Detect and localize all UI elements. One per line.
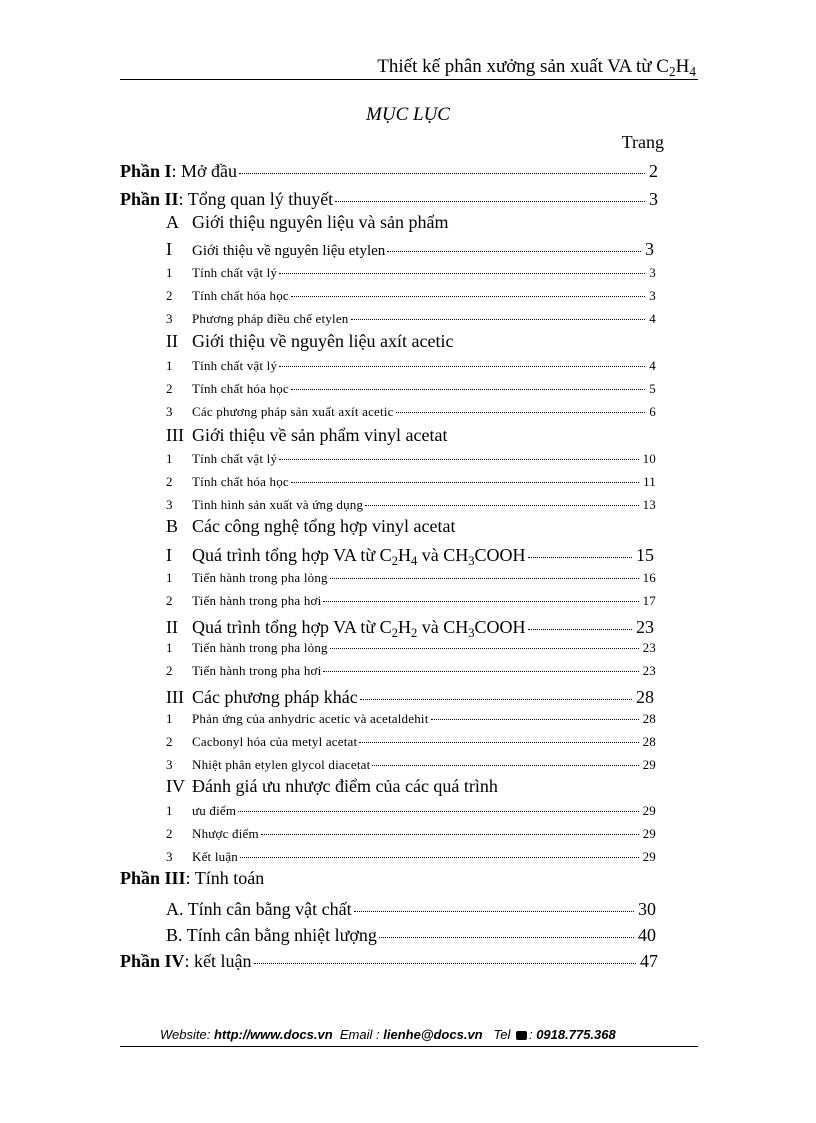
dot-leader [359, 729, 638, 743]
dot-leader [354, 893, 634, 912]
header-title: Thiết kế phân xưởng sản xuất VA từ $C_2H_4$ [377, 56, 696, 79]
dot-leader [379, 919, 634, 938]
toc-entry: 1 Tiến hành trong pha lỏng 23 [166, 638, 656, 656]
dot-leader [279, 353, 645, 367]
dot-leader [528, 539, 632, 558]
toc-entry: 3 Phương pháp điều chế etylen 4 [166, 309, 656, 327]
dot-leader [239, 155, 645, 174]
dot-leader [330, 565, 639, 579]
footer-contact: Website: http://www.docs.vn Email : lienhe@docs.vn Tel : 0918.775.368 [160, 1027, 616, 1042]
dot-leader [291, 469, 639, 483]
toc-entry: 2 Tính chất hóa học 11 [166, 472, 656, 490]
toc-entry: Phần I : Mở đầu 2 [120, 158, 658, 182]
dot-leader [365, 492, 638, 506]
toc-entry: 2 Tiến hành trong pha hơi 17 [166, 591, 656, 609]
dot-leader [279, 446, 638, 460]
dot-leader [330, 635, 639, 649]
toc-section-heading: II Giới thiệu về nguyên liệu axít acetic [166, 331, 454, 351]
toc-entry: 3 Tình hình sản xuất và ứng dụng 13 [166, 495, 656, 513]
toc-entry: 3 Kết luận 29 [166, 847, 656, 865]
page-column-label: Trang [621, 132, 664, 152]
toc-entry: Phần II : Tổng quan lý thuyết 3 [120, 186, 658, 210]
dot-leader [254, 945, 636, 964]
phone-icon [516, 1031, 527, 1040]
toc-entry: 2 Nhược điểm 29 [166, 824, 656, 842]
toc-entry: 2 Tính chất hóa học 3 [166, 286, 656, 304]
dot-leader [291, 376, 645, 390]
toc-section-heading: A Giới thiệu nguyên liệu và sản phẩm [166, 212, 449, 232]
dot-leader [323, 588, 638, 602]
dot-leader [279, 260, 645, 274]
toc-entry: I Quá trình tổng hợp VA từ $C_2H_4$ và $CH_3COOH$ 15 [166, 542, 654, 566]
toc-heading: MỤC LỤC [366, 104, 450, 125]
phone-number: 0918.775.368 [536, 1027, 616, 1042]
toc-entry: II Quá trình tổng hợp VA từ $C_2H_2$ và $CH_3COOH$ 23 [166, 614, 654, 638]
toc-entry: 1 Tính chất vật lý 4 [166, 356, 656, 374]
toc-entry: 1 Phản ứng của anhydric acetic và acetaldehit 28 [166, 709, 656, 727]
toc-entry: 3 Nhiệt phân etylen glycol diacetat 29 [166, 755, 656, 773]
dot-leader [351, 306, 646, 320]
email-link[interactable]: lienhe@docs.vn [383, 1027, 483, 1042]
dot-leader [323, 658, 638, 672]
toc-entry: Phần IV : kết luận 47 [120, 948, 658, 972]
dot-leader [291, 283, 645, 297]
toc-entry: 2 Tính chất hóa học 5 [166, 379, 656, 397]
toc-entry: 1 ưu điểm 29 [166, 801, 656, 819]
dot-leader [387, 236, 641, 252]
toc-section-heading: IV Đánh giá ưu nhược điểm của các quá trình [166, 776, 498, 796]
toc-entry: III Các phương pháp khác 28 [166, 684, 654, 708]
dot-leader [372, 752, 638, 766]
dot-leader [240, 844, 639, 858]
toc-entry: B. Tính cân bằng nhiệt lượng 40 [166, 922, 656, 946]
dot-leader [431, 706, 639, 720]
toc-entry: 2 Tiến hành trong pha hơi 23 [166, 661, 656, 679]
toc-section-heading: B Các công nghệ tổng hợp vinyl acetat [166, 516, 456, 536]
toc-entry: 2 Cacbonyl hóa của metyl acetat 28 [166, 732, 656, 750]
dot-leader [238, 798, 638, 812]
header-rule [120, 79, 698, 80]
toc-section-heading: III Giới thiệu về sản phẩm vinyl acetat [166, 425, 448, 445]
toc-part-heading: Phần III : Tính toán [120, 868, 265, 888]
website-link[interactable]: http://www.docs.vn [213, 1027, 333, 1042]
footer-rule [120, 1046, 698, 1047]
dot-leader [335, 183, 645, 202]
dot-leader [360, 681, 632, 700]
toc-entry: 1 Tính chất vật lý 10 [166, 449, 656, 467]
toc-entry: A. Tính cân bằng vật chất 30 [166, 896, 656, 920]
toc-entry: 1 Tiến hành trong pha lỏng 16 [166, 568, 656, 586]
dot-leader [396, 399, 646, 413]
dot-leader [528, 611, 632, 630]
toc-entry: I Giới thiệu về nguyên liệu etylen 3 [166, 239, 654, 260]
toc-entry: 1 Tính chất vật lý 3 [166, 263, 656, 281]
toc-entry: 3 Các phương pháp sản xuất axít acetic 6 [166, 402, 656, 420]
dot-leader [261, 821, 639, 835]
